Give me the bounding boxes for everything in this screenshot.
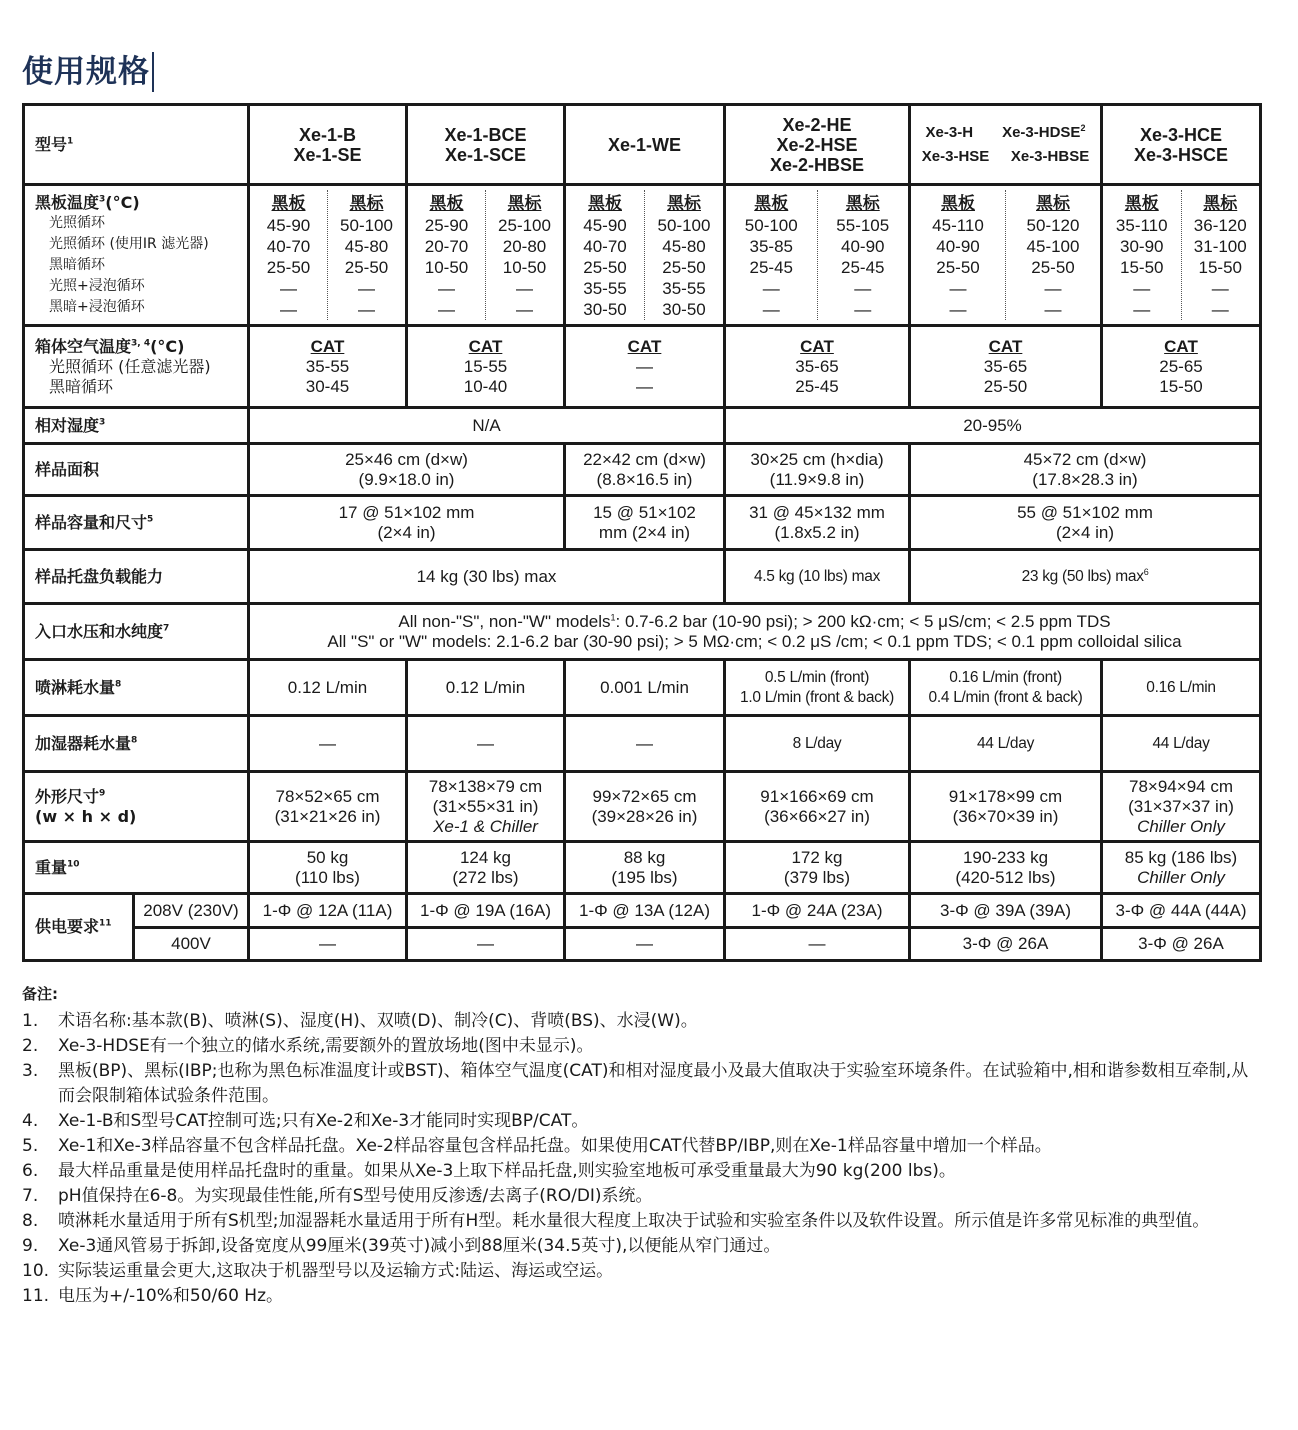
cat-value: — [636,356,653,376]
bp-column [911,190,1005,320]
note-text: 黑板(BP)、黑标(IBP;也称为黑色标准温度计或BST)、箱体空气温度(CAT)和相对湿度最小及最大值取决于实验室环境条件。在试验箱中,相和谐参数相互牵制,从而会限制箱体试验条件范围。 [58,1061,1249,1106]
bp-value: — [516,300,533,319]
bp-value: 40-70 [583,237,627,256]
cat-value: 10-40 [463,376,508,396]
cap-value-2: 15 @ 51×102 mm (2×4 in) [565,496,725,550]
note-item [22,1034,1262,1059]
power-208-value: 3-Φ @ 39A (39A) [910,894,1102,928]
bp-value: — [1044,300,1062,319]
model-col-3: Xe-1-WE [565,105,725,185]
ibp-column [817,190,909,320]
cat-cell [725,326,910,408]
bp-value: — [358,300,375,319]
cat-cell [1102,326,1261,408]
cat-value: 15-55 [463,356,508,376]
bp-value: 25-100 [498,216,551,235]
bp-value: 50-100 [340,216,393,235]
cat-label: 箱体空气温度$^{3, 4}$(°C) 光照循环 (任意滤光器) 黑暗循环 [24,326,249,408]
bp-value: 40-90 [841,237,885,256]
note-text: pH值保持在6-8。为实现最佳性能,所有S型号使用反渗透/去离子(RO/DI)系统。 [58,1186,653,1206]
bp-value: — [1044,279,1062,298]
ibp-column [1181,190,1260,320]
cat-value: 35-65 [983,356,1028,376]
note-text: Xe-3-HDSE有一个独立的储水系统,需要额外的置放场地(图中未显示)。 [58,1036,594,1056]
bp-value: — [949,300,967,319]
note-number: 3. [22,1061,39,1081]
humid-value-1: — [249,716,407,772]
cat-value: 35-55 [305,356,350,376]
power-400-value: — [407,928,565,961]
ibp-column [485,190,563,320]
spray-value-1: 0.12 L/min [249,660,407,716]
row-weight [24,842,1261,894]
bp-value: 45-100 [1026,237,1080,256]
rh-label: 相对湿度$^3$ [24,408,249,444]
cat-value: 25-50 [983,376,1028,396]
bp-value: 25-90 [424,216,469,235]
bp-value: 20-70 [424,237,469,256]
power-208-value: 1-Φ @ 13A (12A) [565,894,725,928]
bp-cell [249,185,407,326]
ibp-header: 黑标 [845,194,880,214]
note-number: 6. [22,1161,39,1181]
row-humidifier-water [24,716,1261,772]
note-number: 8. [22,1211,39,1231]
note-item [22,1134,1262,1159]
row-models [24,105,1261,185]
bp-label: 黑板温度$^3$(°C) 光照循环 光照循环 (使用IR 滤光器) 黑暗循环 光照+浸泡循环 黑暗+浸泡循环 [24,185,249,326]
note-item [22,1009,1262,1034]
dims-value-5: 91×178×99 cm (36×70×39 in) [910,772,1102,842]
model-col-5: Xe-3-H Xe-3-HDSE$^2$ Xe-3-HSE Xe-3-HBSE [910,105,1102,185]
bp-value: 25-50 [583,258,627,277]
bp-pair [726,190,908,320]
bp-value: — [854,279,872,298]
power-voltage-208: 208V (230V) [134,894,249,928]
humid-value-2: — [407,716,565,772]
tray-value-2: 4.5 kg (10 lbs) max [725,550,910,604]
humid-value-3: — [565,716,725,772]
ibp-column [644,190,723,320]
bp-cell [565,185,725,326]
cat-header: CAT [1164,336,1198,356]
note-number: 4. [22,1111,39,1131]
bp-value: 15-50 [1120,258,1164,277]
bp-value: 45-90 [583,216,627,235]
bp-pair [1103,190,1259,320]
bp-value: 31-100 [1193,237,1247,256]
bp-value: 25-50 [344,258,389,277]
note-item [22,1159,1262,1184]
spray-value-3: 0.001 L/min [565,660,725,716]
power-208-value: 1-Φ @ 12A (11A) [249,894,407,928]
note-item [22,1234,1262,1259]
cat-header: CAT [988,336,1023,356]
tray-value-3: 23 kg (50 lbs) $\max^6$ [910,550,1261,604]
tray-value-1: 14 kg (30 lbs) max [249,550,725,604]
bp-column [726,190,817,320]
note-number: 9. [22,1236,39,1256]
cat-cell [249,326,407,408]
dims-value-6: 78×94×94 cm (31×37×37 in) Chiller Only [1102,772,1261,842]
bp-value: 55-105 [836,216,890,235]
note-item [22,1284,1262,1309]
power-label: 供电要求$^{11}$ [24,894,134,961]
bp-value: — [762,279,780,298]
bp-value: 30-50 [662,300,706,319]
bp-column [408,190,485,320]
note-item [22,1184,1262,1209]
row-sample-area [24,444,1261,496]
rh-value-b: 20-95% [725,408,1261,444]
note-item [22,1209,1262,1234]
note-item [22,1259,1262,1284]
water-label: 入口水压和水纯度$^7$ [24,604,249,660]
bp-value: 10-50 [502,258,547,277]
model-col-4: Xe-2-HE Xe-2-HSE Xe-2-HBSE [725,105,910,185]
bp-value: — [1211,300,1229,319]
bp-value: — [949,279,967,298]
bp-value: 35-85 [749,237,793,256]
power-208-value: 3-Φ @ 44A (44A) [1102,894,1261,928]
bp-value: 35-55 [662,279,706,298]
area-value-3: 30×25 cm (h×dia) (11.9×9.8 in) [725,444,910,496]
bp-value: 36-120 [1193,216,1247,235]
bp-value: 15-50 [1198,258,1242,277]
ibp-column [327,190,405,320]
note-text: Xe-3通风管易于拆卸,设备宽度从99厘米(39英寸)减小到88厘米(34.5英寸),以便能从窄门通过。 [58,1236,781,1256]
humid-value-4: 8 L/day [725,716,910,772]
bp-value: — [762,300,780,319]
weight-value-1: 50 kg (110 lbs) [249,842,407,894]
bp-value: — [438,300,455,319]
bp-value: 45-80 [662,237,706,256]
cat-cell [565,326,725,408]
bp-value: — [516,279,533,298]
cat-value: 25-65 [1159,356,1203,376]
row-chamber-air [24,326,1261,408]
humid-label: 加湿器耗水量$^8$ [24,716,249,772]
area-value-4: 45×72 cm (d×w) (17.8×28.3 in) [910,444,1261,496]
model-col-6: Xe-3-HCE Xe-3-HSCE [1102,105,1261,185]
dims-value-2: 78×138×79 cm (31×55×31 in) Xe-1 & Chiller [407,772,565,842]
dims-value-4: 91×166×69 cm (36×66×27 in) [725,772,910,842]
bp-value: 50-100 [744,216,798,235]
bp-value: 45-90 [266,216,311,235]
power-400-value: 3-Φ @ 26A [910,928,1102,961]
power-voltage-400: 400V [134,928,249,961]
bp-value: — [1211,279,1229,298]
row-sample-capacity [24,496,1261,550]
bp-column [1103,190,1181,320]
notes-heading: 备注: [22,985,58,1003]
bp-column [250,190,327,320]
ibp-column [1005,190,1100,320]
cat-value: 35-65 [795,356,839,376]
row-inlet-water [24,604,1261,660]
row-power-208 [24,894,1261,928]
weight-value-4: 172 kg (379 lbs) [725,842,910,894]
cat-value: — [636,376,653,396]
bp-header: 黑板 [1124,194,1159,214]
bp-header: 黑板 [271,194,306,214]
note-text: 实际装运重量会更大,这取决于机器型号以及运输方式:陆运、海运或空运。 [58,1261,614,1281]
ibp-header: 黑标 [1036,194,1070,214]
weight-value-2: 124 kg (272 lbs) [407,842,565,894]
notes-section [22,982,1262,1309]
cat-header: CAT [627,336,662,356]
bp-value: 25-45 [841,258,885,277]
power-208-value: 1-Φ @ 19A (16A) [407,894,565,928]
cap-value-4: 55 @ 51×102 mm (2×4 in) [910,496,1261,550]
bp-value: 50-120 [1026,216,1080,235]
bp-header: 黑板 [941,194,975,214]
cat-header: CAT [800,336,834,356]
note-text: Xe-1-B和S型号CAT控制可选;只有Xe-2和Xe-3才能同时实现BP/CAT。 [58,1111,589,1131]
cat-value: 15-50 [1159,376,1203,396]
dims-value-1: 78×52×65 cm (31×21×26 in) [249,772,407,842]
note-number: 1. [22,1011,39,1031]
cat-cell [910,326,1102,408]
bp-value: 25-50 [662,258,706,277]
bp-value: 30-90 [1120,237,1164,256]
bp-value: 10-50 [424,258,469,277]
bp-pair [911,190,1100,320]
bp-cell [910,185,1102,326]
cat-header: CAT [468,336,503,356]
power-400-value: 3-Φ @ 26A [1102,928,1261,961]
bp-value: 25-50 [266,258,311,277]
cat-header: CAT [310,336,345,356]
spray-value-5: 0.16 L/min (front) 0.4 L/min (front & back) [910,660,1102,716]
water-value: All non-"S", non-"W" models$^1$: 0.7-6.2 bar (10-90 psi); > 200 kΩ·cm; < 5 μS/cm; < 2.5 ppm TDS All "S" or "W" models: 2.1-6.2 bar (30-90 psi); > 5 MΩ·cm; < 0.2 μS /cm; < 0.1 ppm TDS; < 0.1 ppm colloidal silica [249,604,1261,660]
bp-header: 黑板 [754,194,789,214]
bp-header: 黑板 [588,194,622,214]
bp-value: — [438,279,455,298]
row-black-panel [24,185,1261,326]
note-number: 2. [22,1036,39,1056]
bp-cell [407,185,565,326]
power-400-value: — [249,928,407,961]
humid-value-6: 44 L/day [1102,716,1261,772]
weight-value-6: 85 kg (186 lbs) Chiller Only [1102,842,1261,894]
cap-value-1: 17 @ 51×102 mm (2×4 in) [249,496,565,550]
page-title: 使用规格 [22,52,154,92]
weight-value-5: 190-233 kg (420-512 lbs) [910,842,1102,894]
note-number: 11. [22,1286,50,1306]
area-value-2: 22×42 cm (d×w) (8.8×16.5 in) [565,444,725,496]
area-label: 样品面积 [24,444,249,496]
spray-value-6: 0.16 L/min [1102,660,1261,716]
model-col-2: Xe-1-BCE Xe-1-SCE [407,105,565,185]
bp-value: 25-50 [936,258,980,277]
bp-pair [250,190,405,320]
tray-label: 样品托盘负载能力 [24,550,249,604]
cap-value-3: 31 @ 45×132 mm (1.8x5.2 in) [725,496,910,550]
note-text: 喷淋耗水量适用于所有S机型;加湿器耗水量适用于所有H型。耗水量很大程度上取决于试验和实验室条件以及软件设置。所示值是许多常见标准的典型值。 [58,1211,1210,1231]
bp-value: 25-50 [1031,258,1075,277]
bp-value: 35-110 [1115,216,1168,235]
ibp-header: 黑标 [667,194,701,214]
dims-value-3: 99×72×65 cm (39×28×26 in) [565,772,725,842]
bp-column [566,190,644,320]
note-item [22,1109,1262,1134]
bp-value: 25-45 [749,258,793,277]
row-dimensions [24,772,1261,842]
weight-value-3: 88 kg (195 lbs) [565,842,725,894]
note-text: 电压为+/-10%和50/60 Hz。 [58,1286,283,1306]
note-text: 最大样品重量是使用样品托盘时的重量。如果从Xe-3上取下样品托盘,则实验室地板可承受重量最大为90 kg(200 lbs)。 [58,1161,956,1181]
bp-value: 40-90 [936,237,980,256]
bp-cell [725,185,910,326]
bp-value: 50-100 [657,216,711,235]
bp-value: — [280,300,297,319]
cat-value: 30-45 [305,376,350,396]
bp-pair [408,190,563,320]
row-tray-load [24,550,1261,604]
bp-value: 30-50 [583,300,627,319]
spec-table [22,103,1262,962]
bp-value: 20-80 [502,237,547,256]
bp-cell [1102,185,1261,326]
models-label: 型号$^1$ [24,105,249,185]
spray-value-4: 0.5 L/min (front) 1.0 L/min (front & back) [725,660,910,716]
bp-value: — [854,300,872,319]
bp-header: 黑板 [429,194,464,214]
power-400-value: — [725,928,910,961]
bp-value: 40-70 [266,237,311,256]
cat-cell [407,326,565,408]
note-number: 10. [22,1261,50,1281]
row-humidity [24,408,1261,444]
model-col-1: Xe-1-B Xe-1-SE [249,105,407,185]
ibp-header: 黑标 [507,194,542,214]
area-value-1: 25×46 cm (d×w) (9.9×18.0 in) [249,444,565,496]
bp-value: 45-80 [344,237,389,256]
note-number: 5. [22,1136,39,1156]
ibp-header: 黑标 [349,194,384,214]
bp-value: — [358,279,375,298]
bp-value: 35-55 [583,279,627,298]
note-number: 7. [22,1186,39,1206]
rh-value-a: N/A [249,408,725,444]
spray-value-2: 0.12 L/min [407,660,565,716]
note-text: Xe-1和Xe-3样品容量不包含样品托盘。Xe-2样品容量包含样品托盘。如果使用CAT代替BP/IBP,则在Xe-1样品容量中增加一个样品。 [58,1136,1052,1156]
bp-value: — [280,279,297,298]
row-power-400 [24,928,1261,961]
humid-value-5: 44 L/day [910,716,1102,772]
cap-label: 样品容量和尺寸$^5$ [24,496,249,550]
note-text: 术语名称:基本款(B)、喷淋(S)、湿度(H)、双喷(D)、制冷(C)、背喷(BS)、水浸(W)。 [58,1011,698,1031]
bp-pair [566,190,723,320]
bp-value: — [1133,300,1151,319]
cat-value: 25-45 [795,376,839,396]
notes-list [22,1009,1262,1309]
note-item [22,1059,1262,1109]
bp-value: — [1133,279,1151,298]
power-208-value: 1-Φ @ 24A (23A) [725,894,910,928]
row-spray-water [24,660,1261,716]
dims-label: 外形尺寸$^9$ (w × h × d) [24,772,249,842]
ibp-header: 黑标 [1203,194,1238,214]
spray-label: 喷淋耗水量$^8$ [24,660,249,716]
bp-value: 45-110 [932,216,984,235]
weight-label: 重量$^{10}$ [24,842,249,894]
power-400-value: — [565,928,725,961]
